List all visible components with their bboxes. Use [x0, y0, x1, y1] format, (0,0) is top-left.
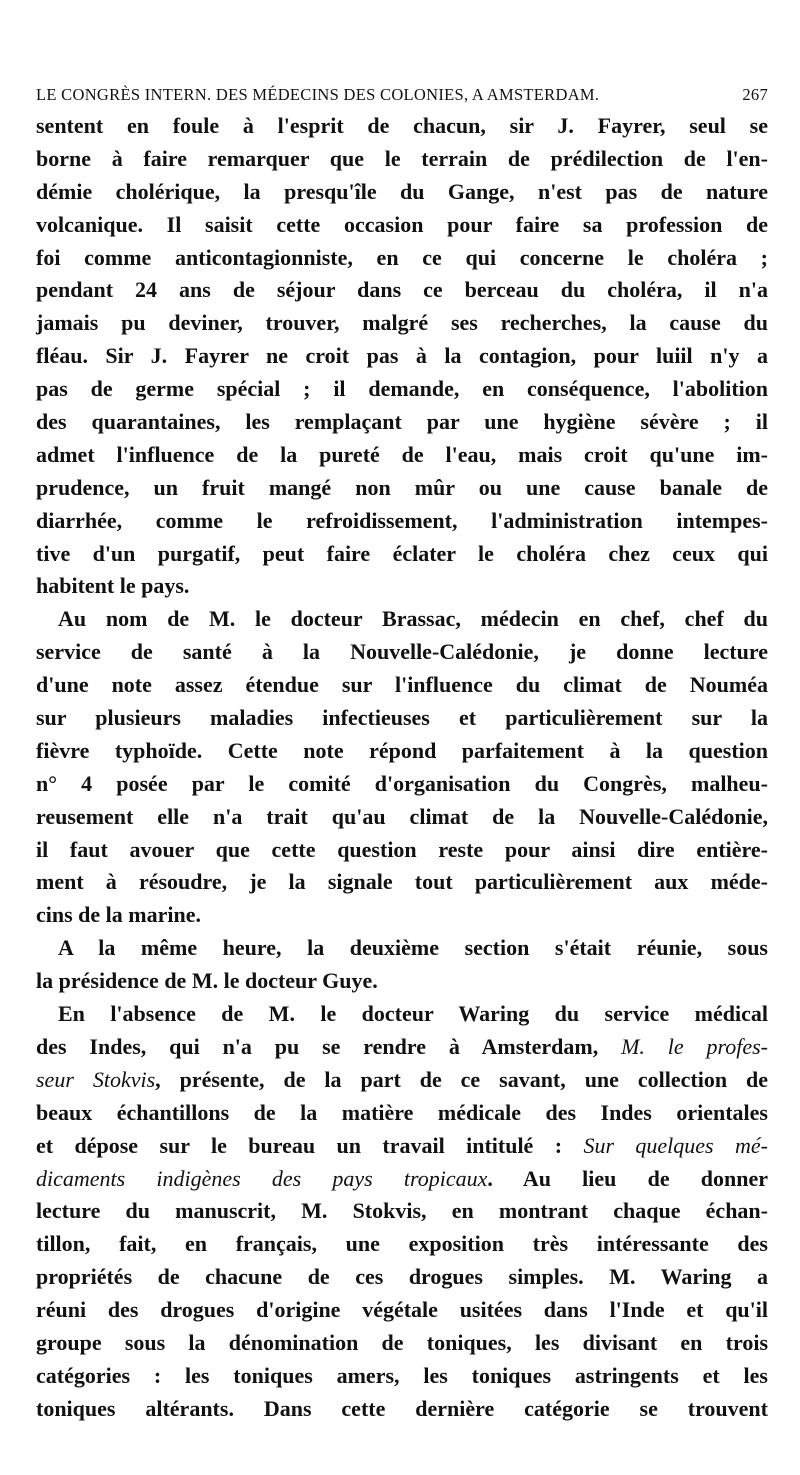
text-line: En l'absence de M. le docteur Waring du service médical — [58, 1001, 768, 1027]
text-line: groupe sous la dénomination de toniques, les divisant en trois — [36, 1329, 768, 1355]
text-line: A la même heure, la deuxième section s'était réunie, sous — [58, 935, 768, 961]
text-line: tillon, fait, en français, une exposition très intéressante des — [36, 1231, 768, 1257]
text-line — [36, 1163, 768, 1196]
text-line: tive d'un purgatif, peut faire éclater le choléra chez ceux qui — [36, 540, 768, 566]
text-line: d'une note assez étendue sur l'influence du climat de Nouméa — [36, 672, 768, 698]
running-header — [36, 80, 768, 110]
text-line: volcanique. Il saisit cette occasion pour faire sa profession de — [36, 211, 768, 237]
text-line: il faut avouer que cette question reste pour ainsi dire entière- — [36, 836, 768, 862]
text-line: habitent le pays. — [36, 573, 190, 599]
text-line: foi comme anticontagionniste, en ce qui concerne le choléra ; — [36, 244, 768, 270]
text-segment: , présente, de la part de ce savant, une collection de — [155, 1066, 769, 1092]
text-line — [36, 1031, 768, 1064]
text-segment: et dépose sur le bureau un travail intitulé : — [36, 1132, 584, 1158]
text-line: démie cholérique, la presqu'île du Gange, n'est pas de nature — [36, 178, 768, 204]
text-line: la présidence de M. le docteur Guye. — [36, 968, 378, 994]
running-title: LE CONGRÈS INTERN. DES MÉDECINS DES COLONIES, A AMSTERDAM. — [36, 85, 600, 104]
body-text — [36, 110, 768, 1426]
italic-segment: seur Stokvis — [36, 1066, 156, 1092]
text-line: catégories : les toniques amers, les toniques astringents et les — [36, 1362, 768, 1388]
text-line: réuni des drogues d'origine végétale usitées dans l'Inde et qu'il — [36, 1297, 768, 1323]
text-line: admet l'influence de la pureté de l'eau, mais croit qu'une im- — [36, 441, 768, 467]
text-line: sentent en foule à l'esprit de chacun, sir J. Fayrer, seul se — [36, 113, 768, 138]
text-line: service de santé à la Nouvelle-Calédonie, je donne lecture — [36, 639, 768, 665]
text-line: reusement elle n'a trait qu'au climat de la Nouvelle-Calédonie, — [36, 803, 768, 829]
text-line: ment à résoudre, je la signale tout particulièrement aux méde- — [36, 869, 768, 895]
text-line: lecture du manuscrit, M. Stokvis, en montrant chaque échan- — [36, 1198, 768, 1224]
text-line: cins de la marine. — [36, 902, 201, 928]
text-line: des quarantaines, les remplaçant par une hygiène sévère ; il — [36, 409, 768, 435]
italic-segment: M. le profes- — [621, 1033, 768, 1059]
text-line: toniques altérants. Dans cette dernière catégorie se trouvent — [36, 1395, 768, 1421]
text-line: n° 4 posée par le comité d'organisation du Congrès, malheu- — [36, 770, 768, 796]
text-segment: . Au lieu de donner — [487, 1165, 769, 1191]
text-line: Au nom de M. le docteur Brassac, médecin en chef, chef du — [58, 606, 768, 632]
text-line: fièvre typhoïde. Cette note répond parfaitement à la question — [36, 737, 768, 763]
italic-segment: dicaments indigènes des pays tropicaux — [36, 1165, 488, 1191]
text-line: jamais pu deviner, trouver, malgré ses recherches, la cause du — [36, 310, 768, 336]
document-page — [36, 80, 768, 1426]
text-line: sur plusieurs maladies infectieuses et particulièrement sur la — [36, 705, 768, 731]
text-line: beaux échantillons de la matière médicale des Indes orientales — [36, 1099, 768, 1125]
text-line: borne à faire remarquer que le terrain de prédilection de l'en- — [36, 145, 768, 171]
text-line: diarrhée, comme le refroidissement, l'administration intempes- — [36, 507, 768, 533]
text-line — [36, 1130, 768, 1163]
text-line — [36, 1064, 768, 1097]
text-line: propriétés de chacune de ces drogues simples. M. Waring a — [36, 1264, 768, 1290]
italic-segment: Sur quelques mé- — [583, 1132, 768, 1158]
text-line: fléau. Sir J. Fayrer ne croit pas à la contagion, pour luiil n'y a — [36, 343, 768, 369]
text-line: prudence, un fruit mangé non mûr ou une cause banale de — [36, 474, 768, 500]
page-number: 267 — [742, 85, 768, 104]
text-line: pas de germe spécial ; il demande, en conséquence, l'abolition — [36, 376, 768, 402]
text-line: pendant 24 ans de séjour dans ce berceau du choléra, il n'a — [36, 277, 768, 303]
text-segment: des Indes, qui n'a pu se rendre à Amsterdam, — [36, 1033, 622, 1059]
